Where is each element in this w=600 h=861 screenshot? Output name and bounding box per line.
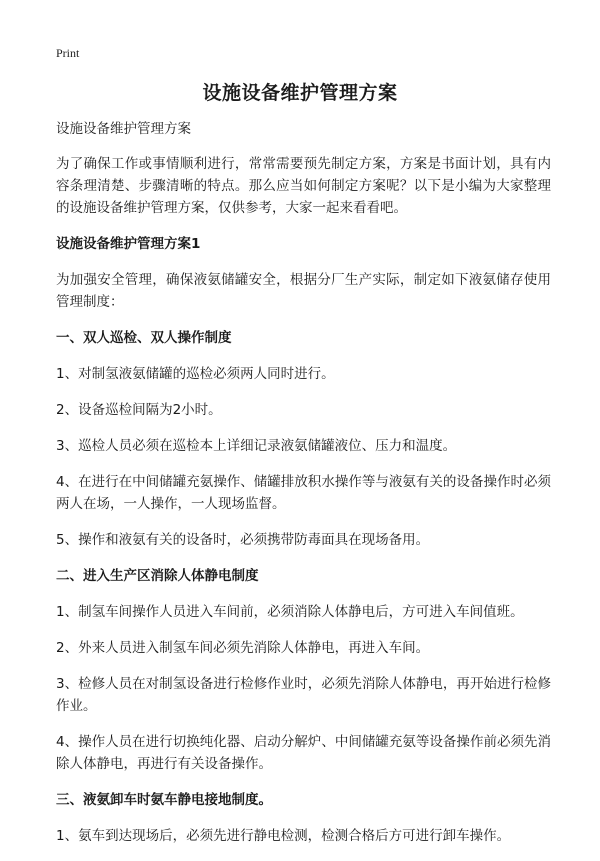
list-item: 4、在进行在中间储罐充氨操作、储罐排放积水操作等与液氨有关的设备操作时必须两人在场，一人操作，一人现场监督。 (56, 474, 551, 512)
list-item: 2、设备巡检间隔为2小时。 (56, 402, 222, 418)
document-title: 设施设备维护管理方案 (202, 82, 398, 104)
list-item: 3、巡检人员必须在巡检本上详细记录液氨储罐液位、压力和温度。 (56, 438, 457, 454)
section1-heading: 一、双人巡检、双人操作制度 (56, 330, 232, 346)
document-subtitle: 设施设备维护管理方案 (56, 121, 191, 137)
list-item: 3、检修人员在对制氢设备进行检修作业时，必须先消除人体静电，再开始进行检修作业。 (56, 676, 551, 714)
list-item: 1、氨车到达现场后，必须先进行静电检测，检测合格后方可进行卸车操作。 (56, 828, 511, 844)
plan1-intro-paragraph: 为加强安全管理，确保液氨储罐安全，根据分厂生产实际，制定如下液氨储存使用管理制度： (56, 272, 551, 310)
plan1-heading: 设施设备维护管理方案1 (56, 236, 201, 252)
list-item: 2、外来人员进入制氢车间必须先消除人体静电，再进入车间。 (56, 640, 430, 656)
list-item: 1、制氢车间操作人员进入车间前，必须消除人体静电后，方可进入车间值班。 (56, 604, 524, 620)
list-item: 5、操作和液氨有关的设备时，必须携带防毒面具在现场备用。 (56, 532, 430, 548)
intro-paragraph: 为了确保工作或事情顺利进行，常常需要预先制定方案，方案是书面计划，具有内容条理清楚、步骤清晰的特点。那么应当如何制定方案呢？以下是小编为大家整理的设施设备维护管理方案，仅供参考，大家一起来看看吧。 (56, 156, 551, 216)
list-item: 4、操作人员在进行切换纯化器、启动分解炉、中间储罐充氨等设备操作前必须先消除人体静电，再进行有关设备操作。 (56, 734, 551, 772)
print-label[interactable]: Print (56, 46, 80, 60)
list-item: 1、对制氢液氨储罐的巡检必须两人同时进行。 (56, 366, 335, 382)
document-body (56, 118, 551, 861)
section3-heading: 三、液氨卸车时氨车静电接地制度。 (56, 792, 272, 808)
section2-heading: 二、进入生产区消除人体静电制度 (56, 568, 259, 584)
